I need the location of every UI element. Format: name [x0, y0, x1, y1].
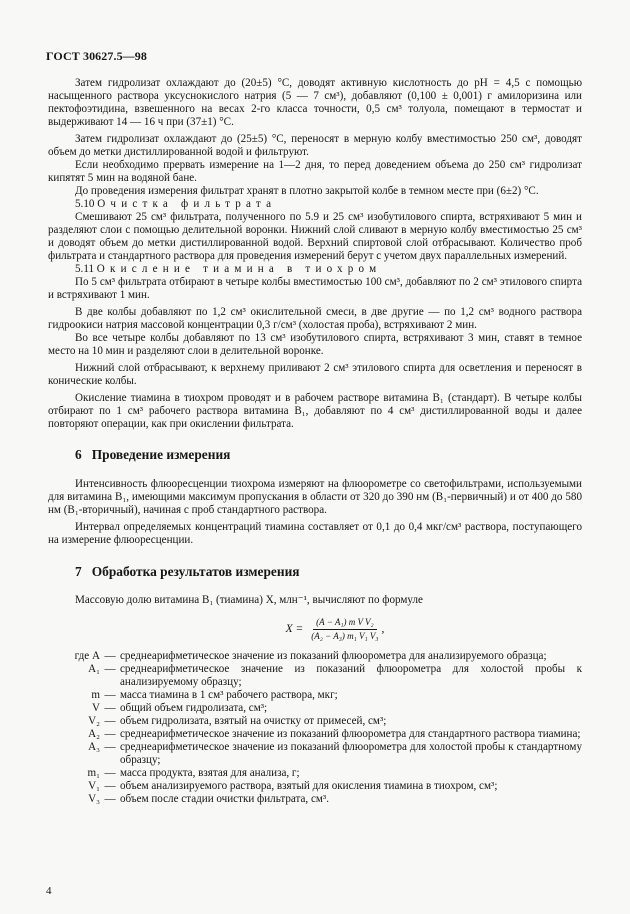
- definition-text: объем после стадии очистки фильтрата, см³.: [120, 793, 330, 805]
- definition-text: среднеарифметическое значение из показаний флюорометра для анализируемого образца;: [120, 650, 547, 662]
- section-6-heading: [48, 448, 582, 461]
- paragraph: Нижний слой отбрасывают, к верхнему приливают 2 см³ этилового спирта для осветления и переносят в конические колбы.: [48, 362, 582, 387]
- formula-tail: ,: [381, 623, 385, 635]
- subsection-heading-5-10: [48, 198, 582, 211]
- subsection-title: Окисление тиамина в тиохром: [96, 263, 382, 275]
- section-7-heading: [48, 565, 582, 578]
- definition-item: A₂ — среднеарифметическое значение из показаний флюорометра для стандартного раствора тиамина;: [48, 728, 582, 741]
- document-header: ГОСТ 30627.5—98: [46, 49, 147, 63]
- section-number: 7: [75, 564, 82, 579]
- formula-intro: Массовую долю витамина B₁ (тиамина) X, млн⁻¹, вычисляют по формуле: [75, 594, 423, 606]
- formula: [88, 617, 582, 642]
- definition-symbol: A₃: [88, 741, 100, 753]
- definition-symbol: m₁: [87, 767, 100, 779]
- subsection-number: 5.10: [75, 198, 95, 210]
- definition-item: A₁ — среднеарифметическое значение из показаний флюорометра для холостой пробы к анализируемому образцу;: [48, 663, 582, 689]
- formula-lhs: X =: [285, 623, 304, 635]
- section-number: 6: [75, 447, 82, 462]
- definition-text: объем анализируемого раствора, взятый для окисления тиамина в тиохром, см³;: [120, 780, 498, 792]
- definition-item: где A — среднеарифметическое значение из показаний флюорометра для анализируемого образца;: [48, 650, 582, 663]
- formula-denominator: (A₂ − A₃) m₁ V₁ V₃: [311, 631, 379, 641]
- definition-symbol: A₂: [88, 728, 100, 740]
- definition-symbol: V₂: [88, 715, 100, 727]
- paragraph: Затем гидролизат охлаждают до (25±5) °C, переносят в мерную колбу вместимостью 250 см³, доводят объем до метки дистиллированной водой и фильтруют.: [48, 133, 582, 158]
- definition-text: среднеарифметическое значение из показаний флюорометра для холостой пробы к стандартному образцу;: [120, 741, 582, 766]
- paragraph: Интервал определяемых концентраций тиамина составляет от 0,1 до 0,4 мкг/см³ раствора, поступающего на измерение флюоресценции.: [48, 521, 582, 546]
- definition-item: V₃ — объем после стадии очистки фильтрата, см³.: [48, 793, 582, 806]
- definition-symbol: m: [91, 689, 100, 701]
- definition-text: масса тиамина в 1 см³ рабочего раствора, мкг;: [120, 689, 338, 701]
- formula-numerator: (A − A₁) m V V₂: [313, 617, 377, 630]
- subsection-number: 5.11: [75, 263, 95, 275]
- definition-item: V₂ — объем гидролизата, взятый на очистку от примесей, см³;: [48, 715, 582, 728]
- definition-item: m₁ — масса продукта, взятая для анализа, г;: [48, 767, 582, 780]
- definition-symbol: V₁: [88, 780, 100, 792]
- definition-item: V₁ — объем анализируемого раствора, взятый для окисления тиамина в тиохром, см³;: [48, 780, 582, 793]
- definition-symbol: где A: [74, 650, 100, 662]
- definition-item: m — масса тиамина в 1 см³ рабочего раствора, мкг;: [48, 689, 582, 702]
- paragraph: Смешивают 25 см³ фильтрата, полученного по 5.9 и 25 см³ изобутилового спирта, встряхивают 5 мин и разделяют слои с помощью делительной воронки. Нижний слой сливают в мерную колбу вместимостью 25 см³ и доводят объем до метки дистиллированной водой. Верхний спиртовой слой отбрасывают. Количество проб фильтрата и стандартного раствора для проведения измерений берут с учетом двух параллельных измерений.: [48, 211, 582, 262]
- definition-item: A₃ — среднеарифметическое значение из показаний флюорометра для холостой пробы к стандартному образцу;: [48, 741, 582, 767]
- definition-text: объем гидролизата, взятый на очистку от примесей, см³;: [120, 715, 387, 727]
- paragraph: До проведения измерения фильтрат хранят в плотно закрытой колбе в темном месте при (6±2) °C.: [75, 185, 539, 197]
- paragraph: Затем гидролизат охлаждают до (20±5) °C, доводят активную кислотность до pH = 4,5 с помощью насыщенного раствора уксуснокислого натрия (5 — 7 см³), добавляют (0,100 ± 0,001) г амилоризина или пектофоэтидина, взвешенного на весах 2-го класса точности, 0,5 см³ толуола, помещают в термостат и выдерживают 14 — 16 ч при (37±1) °C.: [48, 77, 582, 128]
- paragraph: Интенсивность флюоресценции тиохрома измеряют на флюорометре со светофильтрами, используемыми для витамина B₁, имеющими максимум пропускания в области от 320 до 390 нм (B₁-первичный) и от 400 до 580 нм (B₁-вторичный), начиная с проб стандартного раствора.: [48, 478, 582, 516]
- paragraph: По 5 см³ фильтрата отбирают в четыре колбы вместимостью 100 см³, добавляют по 2 см³ этилового спирта и встряхивают 1 мин.: [48, 276, 582, 301]
- definition-symbol: V: [91, 702, 100, 714]
- definition-symbol: A₁: [88, 663, 100, 675]
- definitions-list: [48, 650, 582, 806]
- document-body: [48, 77, 582, 806]
- definition-text: общий объем гидролизата, см³;: [120, 702, 268, 714]
- paragraph: Во все четыре колбы добавляют по 13 см³ изобутилового спирта, встряхивают 3 мин, ставят в темное место на 10 мин и разделяют слои в делительной воронке.: [48, 332, 582, 357]
- page-number: 4: [46, 885, 52, 897]
- paragraph: Окисление тиамина в тиохром проводят и в рабочем растворе витамина B₁ (стандарт). В четыре колбы отбирают по 1 см³ рабочего раствора витамина B₁, добавляют по 4 см³ дистиллированной воды и далее повторяют операции, как при окислении фильтрата.: [48, 392, 582, 430]
- section-title: Проведение измерения: [91, 447, 231, 462]
- subsection-heading-5-11: [48, 263, 582, 276]
- definition-item: V — общий объем гидролизата, см³;: [48, 702, 582, 715]
- paragraph: В две колбы добавляют по 1,2 см³ окислительной смеси, в две другие — по 1,2 см³ водного раствора гидроокиси натрия массовой концентрации 0,3 г/см³ (холостая проба), встряхивают 2 мин.: [48, 306, 582, 331]
- definition-text: среднеарифметическое значение из показаний флюорометра для холостой пробы к анализируемому образцу;: [120, 663, 582, 688]
- subsection-title: Очистка фильтрата: [97, 198, 277, 210]
- paragraph: Если необходимо прервать измерение на 1—2 дня, то перед доведением объема до 250 см³ гидролизат кипятят 5 мин на водяной бане.: [48, 159, 582, 184]
- section-title: Обработка результатов измерения: [91, 564, 300, 579]
- definition-text: масса продукта, взятая для анализа, г;: [120, 767, 300, 779]
- definition-text: среднеарифметическое значение из показаний флюорометра для стандартного раствора тиамина;: [120, 728, 581, 740]
- definition-symbol: V₃: [88, 793, 100, 805]
- formula-fraction: [308, 617, 381, 642]
